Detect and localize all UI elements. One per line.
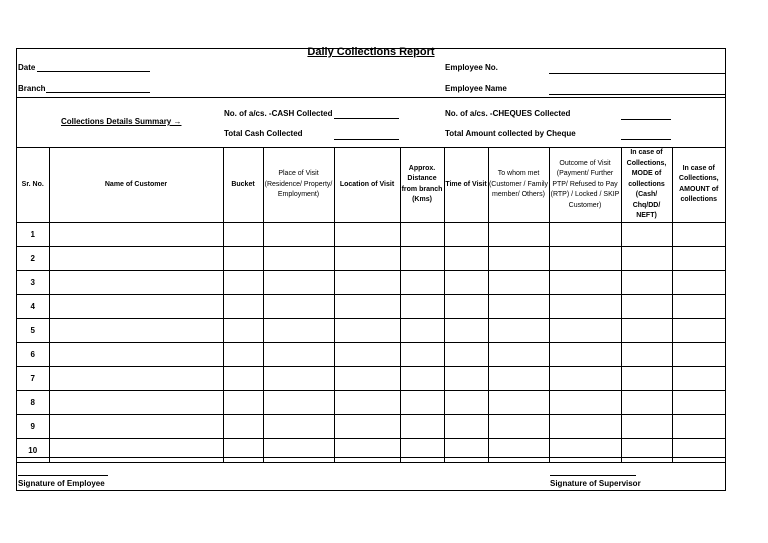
table-row	[17, 390, 725, 414]
table-cell[interactable]	[672, 390, 725, 414]
table-cell[interactable]	[334, 438, 400, 462]
table-cell[interactable]	[400, 438, 444, 462]
row-number: 9	[17, 414, 49, 438]
table-cell[interactable]	[223, 222, 263, 246]
col-customer-name: Name of Customer	[49, 148, 223, 223]
table-cell[interactable]	[263, 342, 334, 366]
row-number: 6	[17, 342, 49, 366]
table-row	[17, 414, 725, 438]
table-row	[17, 270, 725, 294]
col-time-of-visit: Time of Visit	[444, 148, 488, 223]
row-number: 1	[17, 222, 49, 246]
table-cell[interactable]	[334, 270, 400, 294]
table-cell[interactable]	[400, 222, 444, 246]
table-cell[interactable]	[621, 414, 672, 438]
table-cell[interactable]	[488, 390, 549, 414]
table-cell[interactable]	[488, 318, 549, 342]
table-row	[17, 366, 725, 390]
table-cell[interactable]	[334, 222, 400, 246]
employee-signature-line[interactable]	[18, 475, 108, 476]
table-cell[interactable]	[672, 366, 725, 390]
table-cell[interactable]	[263, 366, 334, 390]
header-divider	[17, 97, 725, 98]
row-number: 7	[17, 366, 49, 390]
supervisor-signature-label: Signature of Supervisor	[550, 479, 641, 488]
table-cell[interactable]	[549, 318, 621, 342]
table-cell[interactable]	[444, 342, 488, 366]
table-cell[interactable]	[334, 390, 400, 414]
table-cell[interactable]	[549, 438, 621, 462]
table-cell[interactable]	[400, 318, 444, 342]
table-cell[interactable]	[334, 342, 400, 366]
collections-summary-link[interactable]: Collections Details Summary →	[61, 117, 182, 126]
table-cell[interactable]	[549, 294, 621, 318]
table-cell[interactable]	[549, 390, 621, 414]
table-header-row	[17, 148, 725, 223]
col-location-of-visit: Location of Visit	[334, 148, 400, 223]
table-cell[interactable]	[672, 270, 725, 294]
branch-field[interactable]	[46, 92, 150, 93]
employee-signature-label: Signature of Employee	[18, 479, 105, 488]
cash-count-label: No. of a/cs. -CASH Collected	[224, 109, 333, 118]
table-cell[interactable]	[444, 294, 488, 318]
table-row	[17, 246, 725, 270]
table-cell[interactable]	[263, 414, 334, 438]
table-cell[interactable]	[334, 294, 400, 318]
table-cell[interactable]	[223, 246, 263, 270]
table-cell[interactable]	[549, 414, 621, 438]
table-cell[interactable]	[549, 366, 621, 390]
employee-name-field[interactable]	[549, 94, 725, 95]
table-cell[interactable]	[621, 342, 672, 366]
table-cell[interactable]	[400, 270, 444, 294]
employee-no-field[interactable]	[549, 73, 725, 74]
table-cell[interactable]	[444, 438, 488, 462]
table-cell[interactable]	[223, 294, 263, 318]
table-cell[interactable]	[621, 246, 672, 270]
col-bucket: Bucket	[223, 148, 263, 223]
table-cell[interactable]	[223, 414, 263, 438]
col-sr-no: Sr. No.	[17, 148, 49, 223]
table-cell[interactable]	[223, 438, 263, 462]
report-sheet	[16, 48, 726, 491]
table-cell[interactable]	[400, 414, 444, 438]
table-cell[interactable]	[488, 246, 549, 270]
table-cell[interactable]	[263, 294, 334, 318]
table-cell[interactable]	[444, 366, 488, 390]
table-bottom-border	[17, 457, 725, 458]
table-cell[interactable]	[488, 438, 549, 462]
table-cell[interactable]	[672, 438, 725, 462]
table-cell[interactable]	[549, 270, 621, 294]
col-place-of-visit: Place of Visit (Residence/ Property/ Employment)	[263, 148, 334, 223]
table-cell[interactable]	[672, 342, 725, 366]
table-cell[interactable]	[400, 390, 444, 414]
table-cell[interactable]	[444, 318, 488, 342]
table-cell[interactable]	[444, 246, 488, 270]
date-field[interactable]	[37, 71, 150, 72]
table-row	[17, 318, 725, 342]
total-cash-label: Total Cash Collected	[224, 129, 303, 138]
table-cell[interactable]	[621, 318, 672, 342]
table-cell[interactable]	[263, 438, 334, 462]
table-cell[interactable]	[223, 390, 263, 414]
table-cell[interactable]	[223, 342, 263, 366]
table-cell[interactable]	[263, 246, 334, 270]
table-cell[interactable]	[49, 246, 223, 270]
table-cell[interactable]	[621, 366, 672, 390]
table-cell[interactable]	[621, 390, 672, 414]
table-cell[interactable]	[672, 318, 725, 342]
table-cell[interactable]	[400, 366, 444, 390]
table-cell[interactable]	[549, 222, 621, 246]
table-cell[interactable]	[263, 270, 334, 294]
row-number: 4	[17, 294, 49, 318]
table-cell[interactable]	[334, 414, 400, 438]
table-row	[17, 222, 725, 246]
supervisor-signature-line[interactable]	[550, 475, 636, 476]
table-cell[interactable]	[672, 246, 725, 270]
row-number: 3	[17, 270, 49, 294]
employee-name-label: Employee Name	[445, 84, 507, 93]
table-cell[interactable]	[488, 342, 549, 366]
collections-table	[17, 147, 725, 463]
cheque-count-field[interactable]	[621, 119, 671, 120]
table-cell[interactable]	[488, 294, 549, 318]
total-cash-field[interactable]	[334, 139, 399, 140]
row-number: 8	[17, 390, 49, 414]
table-cell[interactable]	[400, 342, 444, 366]
table-cell[interactable]	[621, 438, 672, 462]
table-cell[interactable]	[621, 270, 672, 294]
col-whom-met: To whom met (Customer / Family member/ Others)	[488, 148, 549, 223]
table-cell[interactable]	[49, 390, 223, 414]
table-row	[17, 342, 725, 366]
table-cell[interactable]	[49, 294, 223, 318]
table-cell[interactable]	[49, 270, 223, 294]
table-cell[interactable]	[488, 270, 549, 294]
employee-no-label: Employee No.	[445, 63, 498, 72]
cash-count-field[interactable]	[334, 118, 399, 119]
table-cell[interactable]	[334, 246, 400, 270]
table-cell[interactable]	[49, 414, 223, 438]
col-amount: In case of Collections, AMOUNT of collections	[672, 148, 725, 223]
table-cell[interactable]	[49, 366, 223, 390]
table-cell[interactable]	[488, 222, 549, 246]
table-cell[interactable]	[49, 318, 223, 342]
table-cell[interactable]	[263, 390, 334, 414]
row-number: 10	[17, 438, 49, 462]
table-cell[interactable]	[444, 270, 488, 294]
col-distance: Approx. Distance from branch (Kms)	[400, 148, 444, 223]
table-cell[interactable]	[223, 270, 263, 294]
cheque-count-label: No. of a/cs. -CHEQUES Collected	[445, 109, 571, 118]
table-cell[interactable]	[488, 414, 549, 438]
table-cell[interactable]	[621, 294, 672, 318]
col-outcome: Outcome of Visit (Payment/ Further PTP/ Refused to Pay (RTP) / Locked / SKIP Customer)	[549, 148, 621, 223]
row-number: 5	[17, 318, 49, 342]
table-cell[interactable]	[444, 414, 488, 438]
date-label: Date	[18, 63, 36, 72]
table-cell[interactable]	[334, 366, 400, 390]
table-cell[interactable]	[400, 294, 444, 318]
table-cell[interactable]	[672, 294, 725, 318]
table-cell[interactable]	[49, 342, 223, 366]
table-cell[interactable]	[400, 246, 444, 270]
table-cell[interactable]	[444, 390, 488, 414]
table-cell[interactable]	[334, 318, 400, 342]
report-title: Daily Collections Report	[307, 46, 435, 58]
branch-label: Branch	[18, 84, 46, 93]
total-cheque-field[interactable]	[621, 139, 671, 140]
table-cell[interactable]	[621, 222, 672, 246]
table-cell[interactable]	[549, 246, 621, 270]
table-cell[interactable]	[223, 318, 263, 342]
table-cell[interactable]	[444, 222, 488, 246]
table-cell[interactable]	[672, 414, 725, 438]
col-mode: In case of Collections, MODE of collections (Cash/ Chq/DD/ NEFT)	[621, 148, 672, 223]
table-cell[interactable]	[263, 318, 334, 342]
table-cell[interactable]	[672, 222, 725, 246]
table-cell[interactable]	[49, 222, 223, 246]
table-cell[interactable]	[549, 342, 621, 366]
table-cell[interactable]	[263, 222, 334, 246]
table-cell[interactable]	[488, 366, 549, 390]
row-number: 2	[17, 246, 49, 270]
table-row	[17, 294, 725, 318]
total-cheque-label: Total Amount collected by Cheque	[445, 129, 576, 138]
table-row	[17, 438, 725, 462]
table-cell[interactable]	[223, 366, 263, 390]
table-cell[interactable]	[49, 438, 223, 462]
